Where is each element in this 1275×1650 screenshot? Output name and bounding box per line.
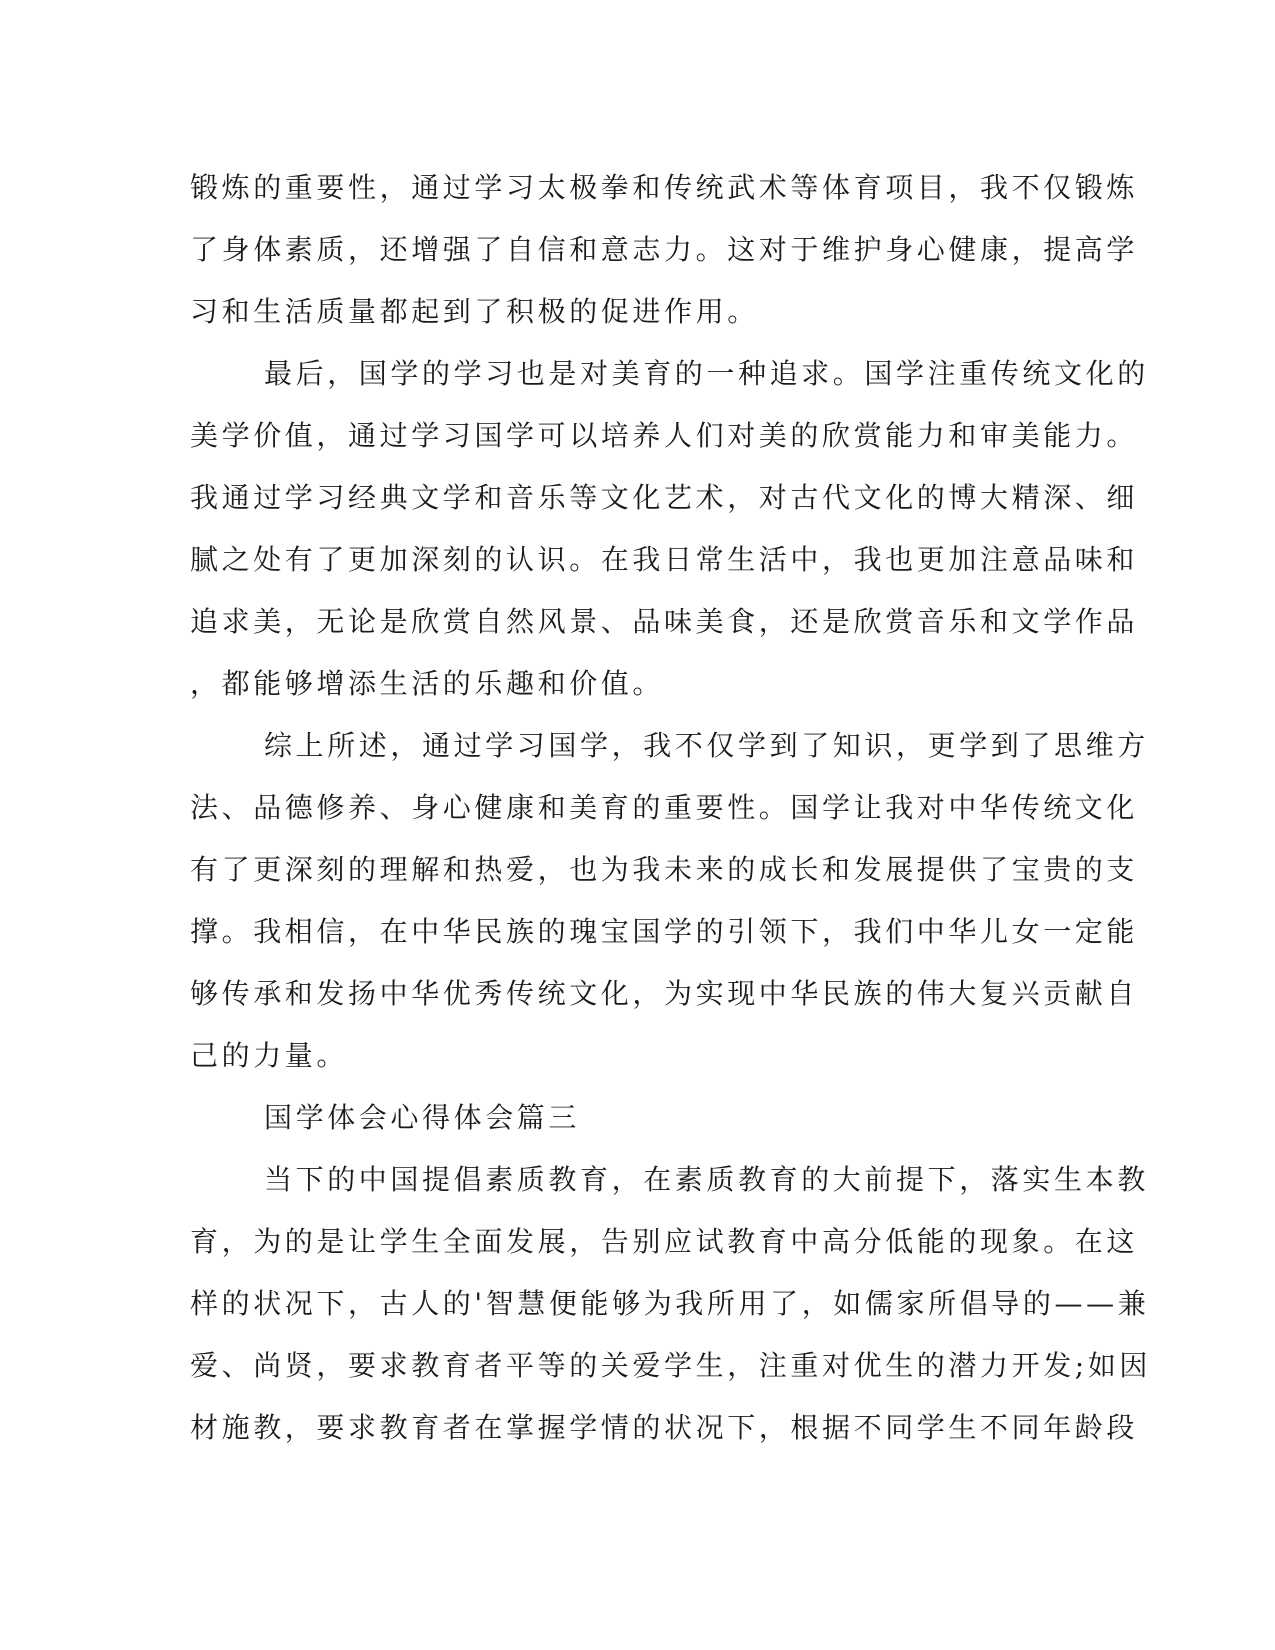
text-line: 腻之处有了更加深刻的认识。在我日常生活中，我也更加注意品味和	[190, 543, 1139, 576]
text-line: ，都能够增添生活的乐趣和价值。	[190, 667, 665, 700]
section-heading: 国学体会心得体会篇三	[264, 1101, 581, 1134]
paragraph-start-line: 当下的中国提倡素质教育，在素质教育的大前提下，落实生本教	[264, 1163, 1149, 1196]
text-line: 有了更深刻的理解和热爱，也为我未来的成长和发展提供了宝贵的支	[190, 853, 1139, 886]
text-line: 法、品德修养、身心健康和美育的重要性。国学让我对中华传统文化	[190, 791, 1139, 824]
text-line: 爱、尚贤，要求教育者平等的关爱学生，注重对优生的潜力开发;如因	[190, 1349, 1152, 1382]
text-line: 我通过学习经典文学和音乐等文化艺术，对古代文化的博大精深、细	[190, 481, 1139, 514]
text-line: 材施教，要求教育者在掌握学情的状况下，根据不同学生不同年龄段	[190, 1411, 1139, 1444]
text-line: 锻炼的重要性，通过学习太极拳和传统武术等体育项目，我不仅锻炼	[190, 171, 1139, 204]
text-line: 撑。我相信，在中华民族的瑰宝国学的引领下，我们中华儿女一定能	[190, 915, 1139, 948]
text-line: 样的状况下，古人的'智慧便能够为我所用了，如儒家所倡导的——兼	[190, 1287, 1150, 1320]
text-line: 美学价值，通过学习国学可以培养人们对美的欣赏能力和审美能力。	[190, 419, 1139, 452]
text-line: 习和生活质量都起到了积极的促进作用。	[190, 295, 759, 328]
paragraph-start-line: 最后，国学的学习也是对美育的一种追求。国学注重传统文化的	[264, 357, 1149, 390]
paragraph-start-line: 综上所述，通过学习国学，我不仅学到了知识，更学到了思维方	[264, 729, 1149, 762]
document-body	[190, 157, 1152, 1459]
text-line: 追求美，无论是欣赏自然风景、品味美食，还是欣赏音乐和文学作品	[190, 605, 1139, 638]
text-line: 己的力量。	[190, 1039, 349, 1072]
text-line: 育，为的是让学生全面发展，告别应试教育中高分低能的现象。在这	[190, 1225, 1139, 1258]
text-line: 够传承和发扬中华优秀传统文化，为实现中华民族的伟大复兴贡献自	[190, 977, 1139, 1010]
text-line: 了身体素质，还增强了自信和意志力。这对于维护身心健康，提高学	[190, 233, 1139, 266]
